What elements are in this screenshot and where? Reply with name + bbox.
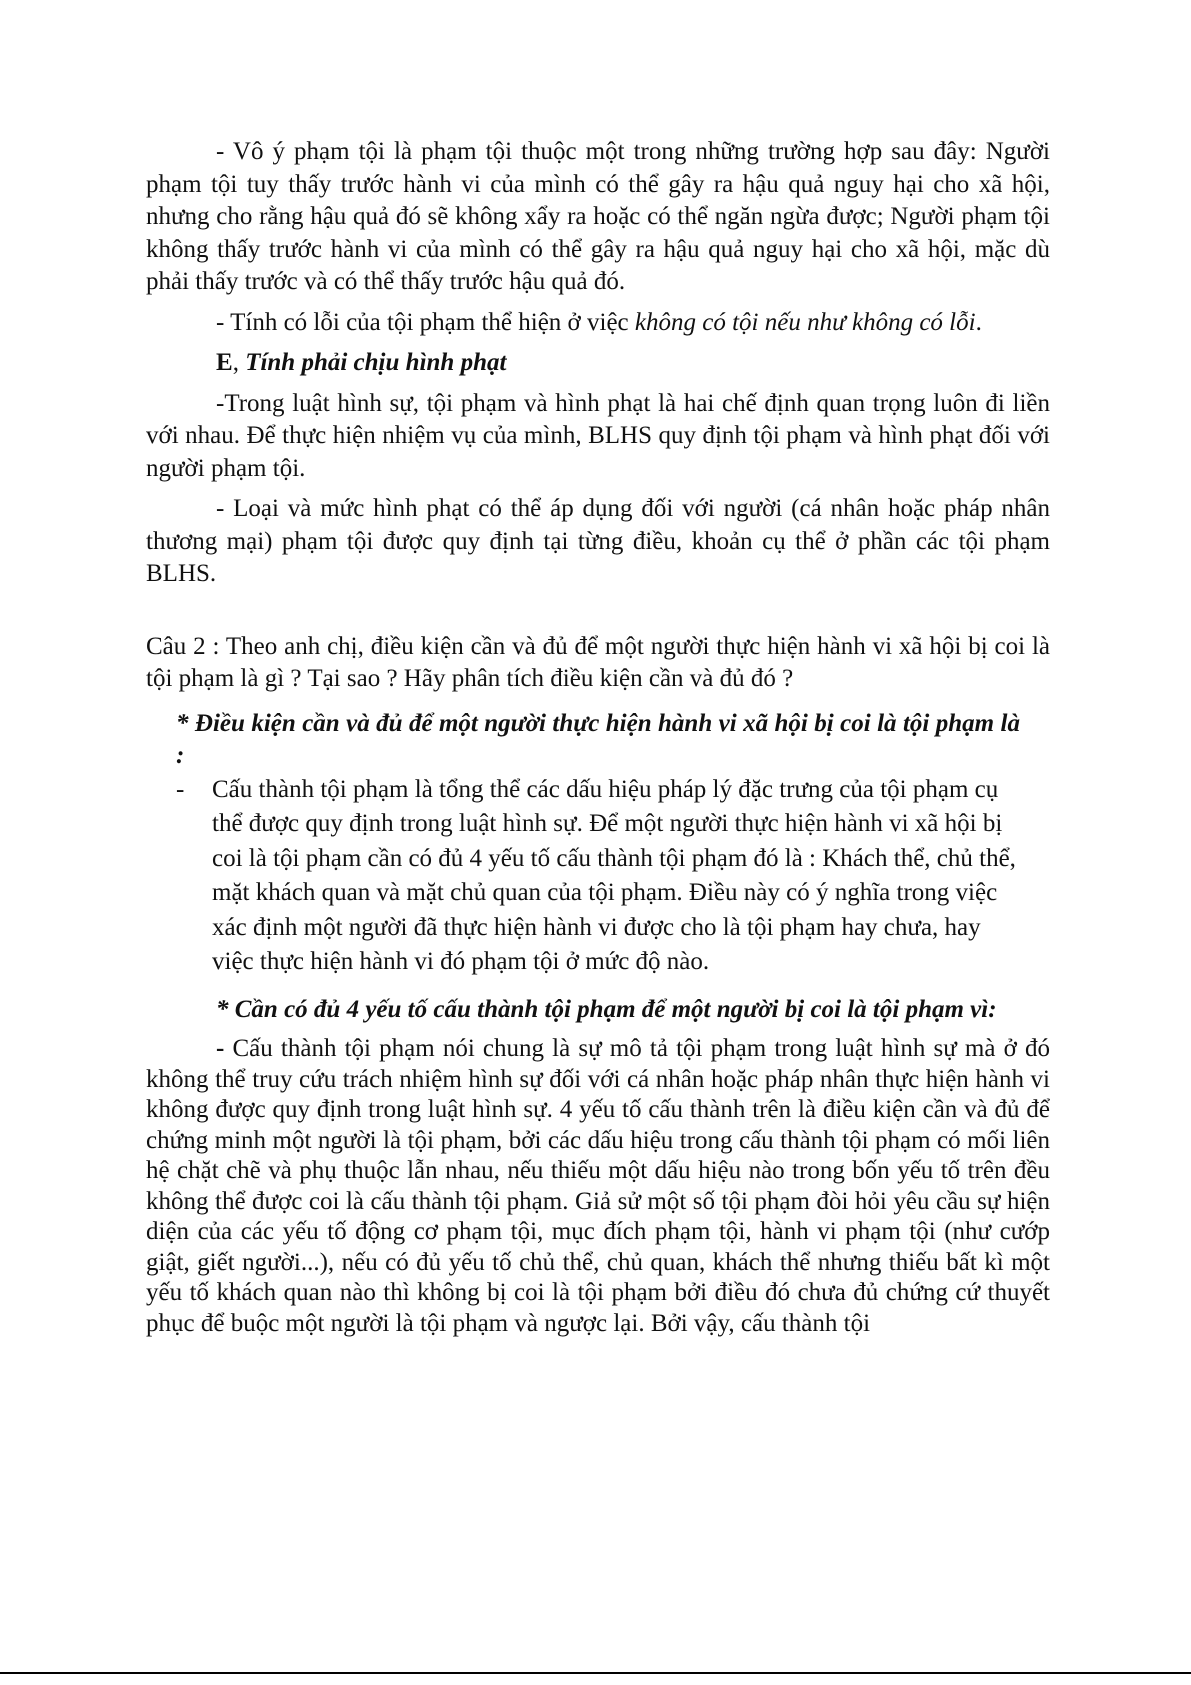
paragraph-loai-muc-hinh-phat: - Loại và mức hình phạt có thể áp dụng đối với người (cá nhân hoặc pháp nhân thương mại) phạm tội được quy định tại từng điều, khoản cụ thể ở phần các tội phạm BLHS. [146, 495, 1050, 587]
text-run: - Tính có lỗi của tội phạm thể hiện ở việc [216, 308, 635, 336]
bullet-dash: - [176, 775, 185, 803]
document-page [146, 136, 1050, 1339]
section-title: Tính phải chịu hình phạt [245, 349, 507, 376]
paragraph-cau-thanh [146, 1034, 1050, 1339]
analysis-block [146, 1034, 1050, 1339]
bullet-text: Cấu thành tội phạm là tổng thể các dấu hiệu pháp lý đặc trưng của tội phạm cụ thể được quy định trong luật hình sự. Để một người thực hiện hành vi xã hội bị coi là tội phạm cần có đủ 4 yếu tố cấu thành tội phạm đó là : Khách thể, chủ thể, mặt khách quan và mặt chủ quan của tội phạm. Điều này có ý nghĩa trong việc xác định một người đã thực hiện hành vi được cho là tội phạm hay chưa, hay việc thực hiện hành vi đó phạm tội ở mức độ nào. [212, 775, 1016, 975]
text-run: . [975, 308, 982, 336]
dash-marker: - [216, 1035, 225, 1062]
section-letter: E [216, 349, 233, 376]
section-separator: , [232, 349, 246, 376]
paragraph-body: Cấu thành tội phạm nói chung là sự mô tả tội phạm trong luật hình sự mà ở đó không thể truy cứu trách nhiệm hình sự đối với cá nhân hoặc pháp nhân thực hiện hành vi không được quy định trong luật hình sự. 4 yếu tố cấu thành trên là điều kiện cần và đủ để chứng minh một người là tội phạm, bởi các dấu hiệu trong cấu thành tội phạm có mối liên hệ chặt chẽ và phụ thuộc lẫn nhau, nếu thiếu một dấu hiệu nào trong bốn yếu tố trên đều không thể được coi là cấu thành tội phạm. Giả sử một số tội phạm đòi hỏi yêu cầu sự hiện diện của các yếu tố động cơ phạm tội, mục đích phạm tội, hành vi phạm tội (như cướp giật, giết người...), nếu có đủ yếu tố chủ thể, chủ quan, khách thể nhưng thiếu bất kì một yếu tố khách quan nào thì không bị coi là tội phạm bởi điều đó chưa đủ chứng cứ thuyết phục để buộc một người là tội phạm và ngược lại. Bởi vậy, cấu thành tội [146, 1035, 1050, 1337]
heading-dieu-kien: * Điều kiện cần và đủ để một người thực hiện hành vi xã hội bị coi là tội phạm là : [176, 709, 1020, 769]
italic-phrase: không có tội nếu như không có lỗi [634, 308, 976, 336]
footer-rule [0, 1672, 1191, 1674]
section-heading-e [146, 347, 1050, 380]
paragraph-vo-y: - Vô ý phạm tội là phạm tội thuộc một trong những trường hợp sau đây: Người phạm tội tuy thấy trước hành vi của mình có thể gây ra hậu quả nguy hại cho xã hội, nhưng cho rằng hậu quả đó sẽ không xẩy ra hoặc có thể ngăn ngừa được; Người phạm tội không thấy trước hành vi của mình có thể gây ra hậu quả nguy hại cho xã hội, mặc dù phải thấy trước và có thể thấy trước hậu quả đó. [146, 138, 1050, 295]
heading-can-co-du: * Cần có đủ 4 yếu tố cấu thành tội phạm để một người bị coi là tội phạm vì: [216, 995, 997, 1023]
question-2: Câu 2 : Theo anh chị, điều kiện cần và đủ để một người thực hiện hành vi xã hội bị coi là tội phạm là gì ? Tại sao ? Hãy phân tích điều kiện cần và đủ đó ? [146, 632, 1050, 692]
list-item [176, 773, 1050, 980]
paragraph-luat-hinh-su: -Trong luật hình sự, tội phạm và hình phạt là hai chế định quan trọng luôn đi liền với nhau. Để thực hiện nhiệm vụ của mình, BLHS quy định tội phạm và hình phạt đối với người phạm tội. [146, 389, 1050, 482]
paragraph-tinh-co-loi [146, 307, 1050, 340]
